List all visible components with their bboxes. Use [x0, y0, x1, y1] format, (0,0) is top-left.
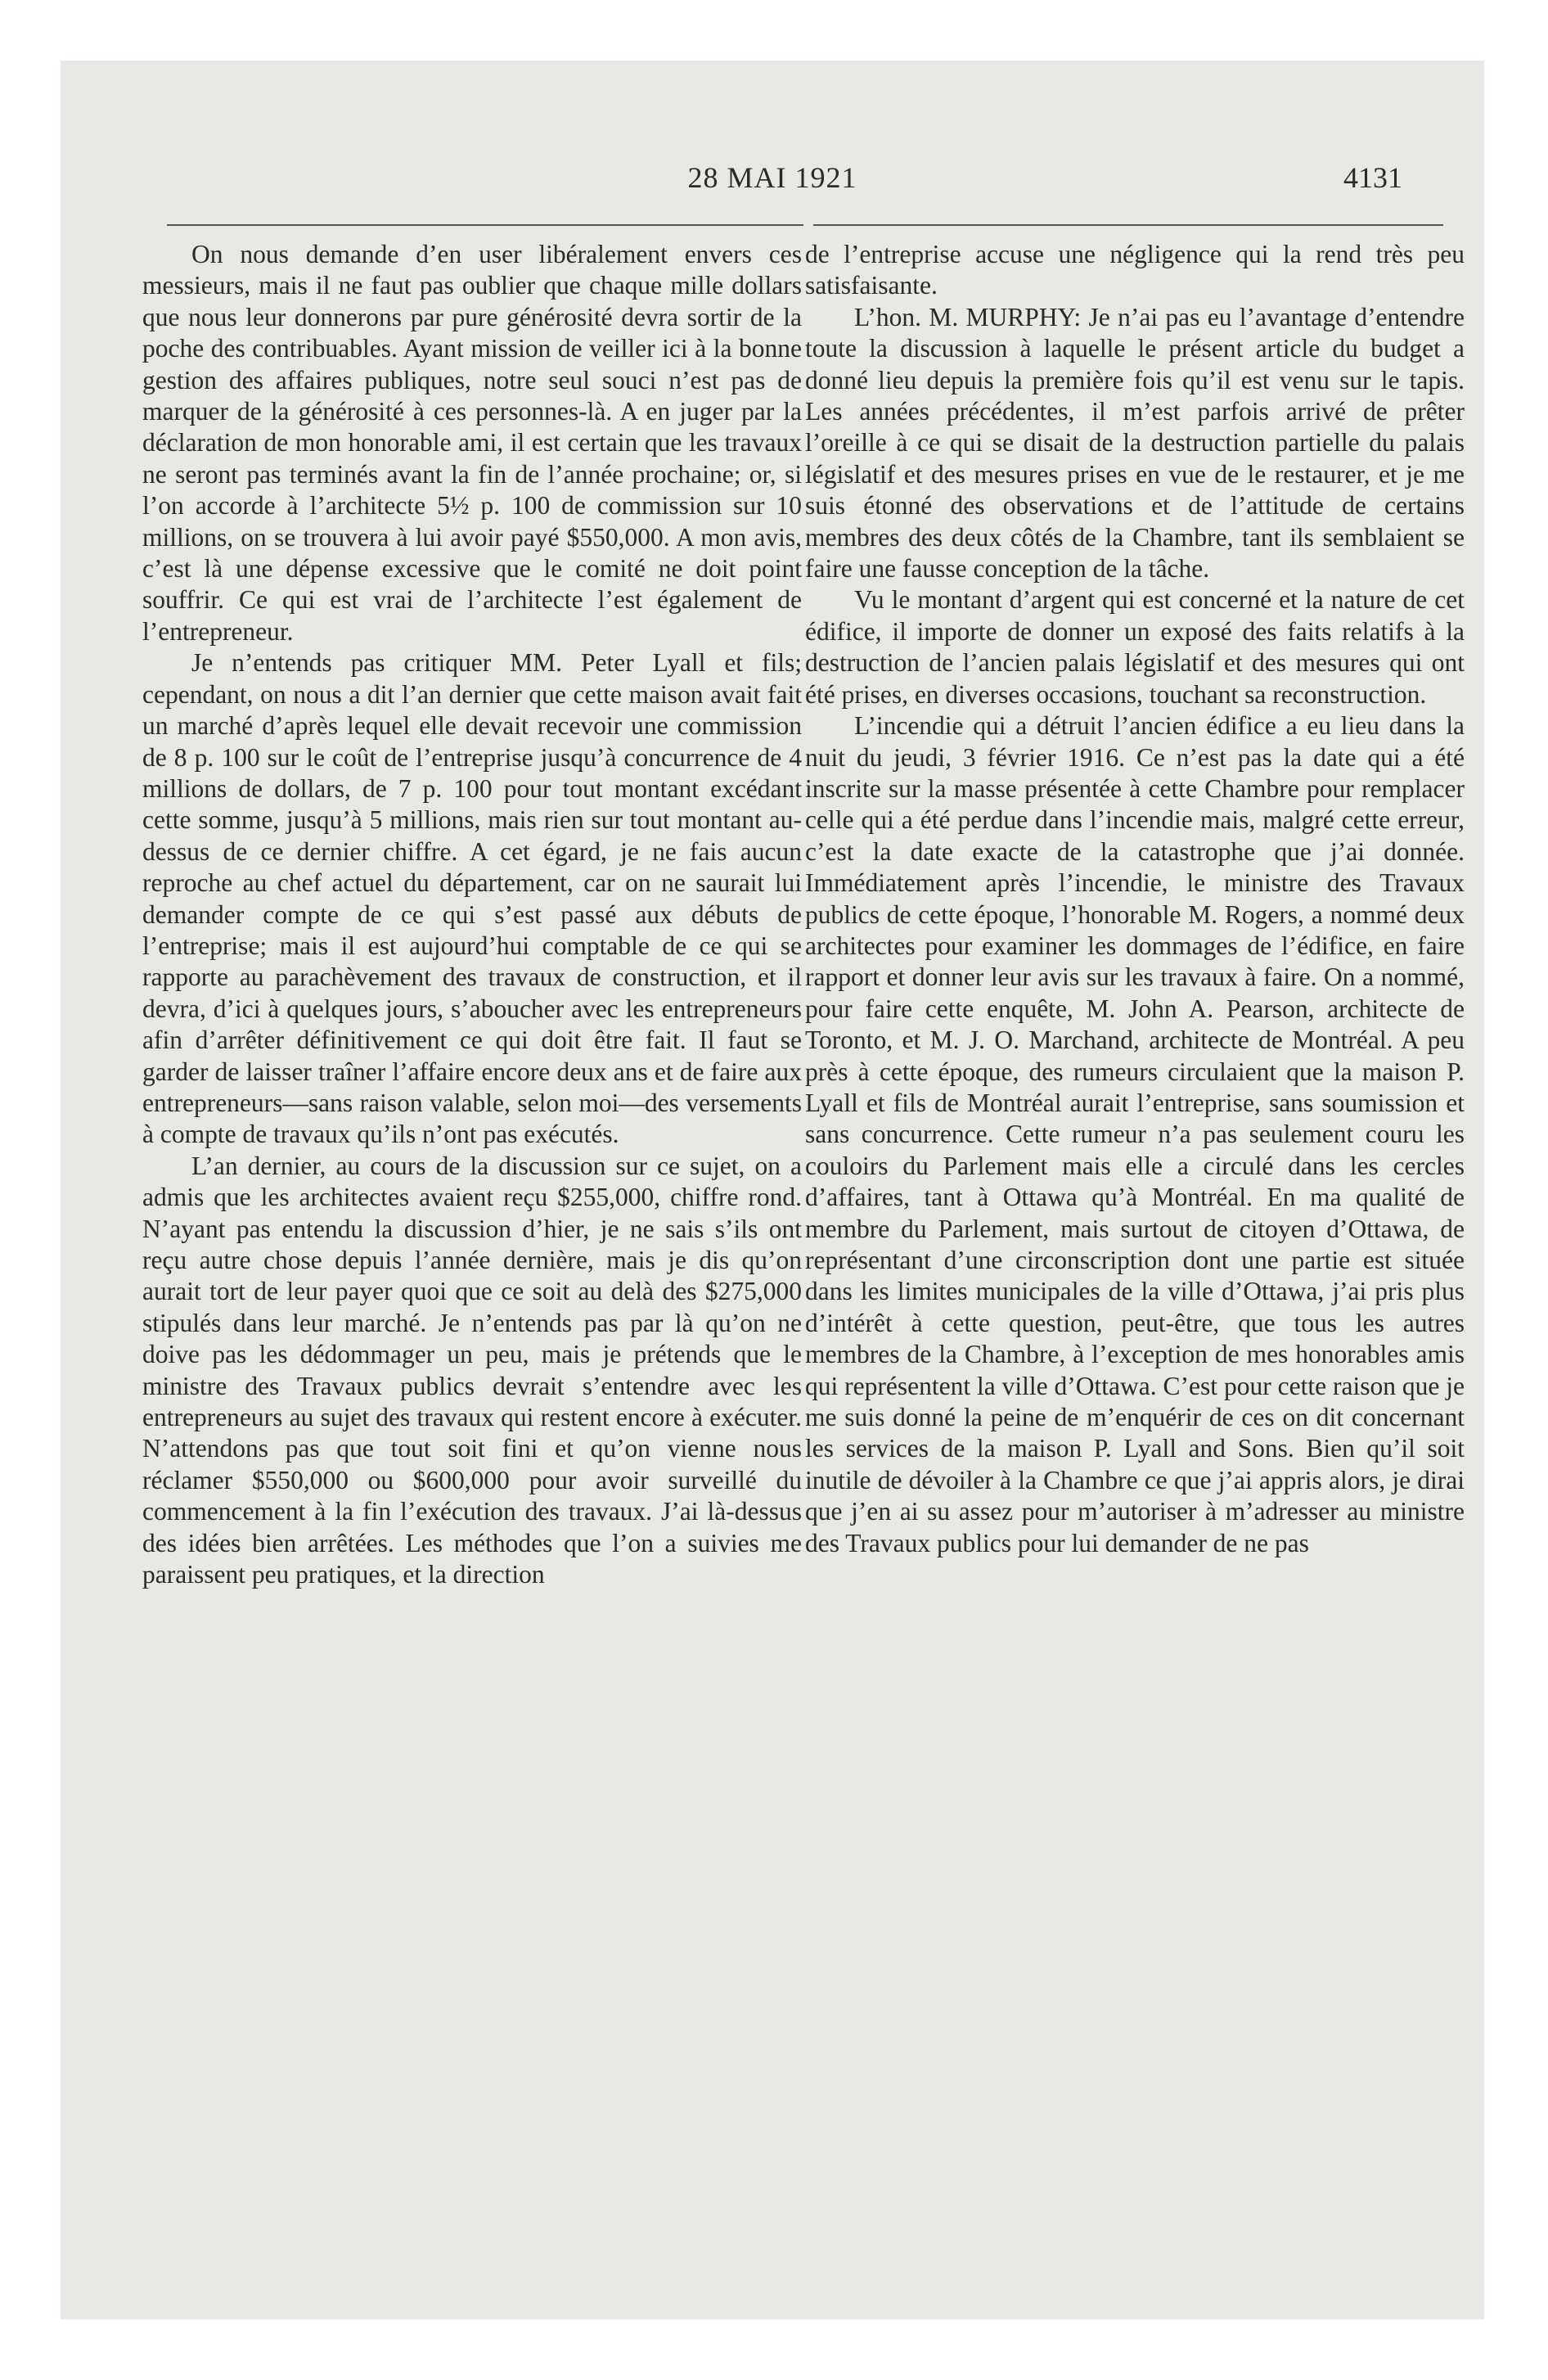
- paragraph: L’an dernier, au cours de la discussion sur ce sujet, on a admis que les architectes avaient reçu $255,000, chiffre rond. N’ayant pas entendu la discussion d’hier, je ne sais s’ils ont reçu autre chose depuis l’année dernière, mais je dis qu’on aurait tort de leur payer quoi que ce soit au delà des $275,000 stipulés dans leur marché. Je n’entends pas par là qu’on ne doive pas les dédommager un peu, mais je prétends que le ministre des Travaux publics devrait s’entendre avec les entrepreneurs au sujet des travaux qui restent encore à exécuter. N’attendons pas que tout soit fini et qu’on vienne nous réclamer $550,000 ou $600,000 pour avoir surveillé du commencement à la fin l’exécution des travaux. J’ai là-dessus des idées bien arrêtées. Les méthodes que l’on a suivies me paraissent peu pratiques, et la direction: [142, 1151, 802, 1589]
- page-number: 4131: [1343, 161, 1402, 194]
- right-column: [805, 239, 1465, 1559]
- speech-paragraph: [805, 302, 1465, 585]
- page-date: 28 MAI 1921: [687, 161, 857, 194]
- page-header: [61, 160, 1484, 210]
- left-column: [142, 239, 802, 1590]
- speaker-name: L’hon. M. MURPHY:: [854, 302, 1082, 331]
- paragraph: Je n’entends pas critiquer MM. Peter Lyall et fils; cependant, on nous a dit l’an dernier que cette maison avait fait un marché d’après lequel elle devait recevoir une commission de 8 p. 100 sur le coût de l’entreprise jusqu’à concurrence de 4 millions de dollars, de 7 p. 100 pour tout montant excédant cette somme, jusqu’à 5 millions, mais rien sur tout montant au-dessus de ce dernier chiffre. A cet égard, je ne fais aucun reproche au chef actuel du département, car on ne saurait lui demander compte de ce qui s’est passé aux débuts de l’entreprise; mais il est aujourd’hui comptable de ce qui se rapporte au parachèvement des travaux de construction, et il devra, d’ici à quelques jours, s’aboucher avec les entrepreneurs afin d’arrêter définitivement ce qui doit être fait. Il faut se garder de laisser traîner l’affaire encore deux ans et de faire aux entrepreneurs—sans raison valable, selon moi—des versements à compte de travaux qu’ils n’ont pas exécutés.: [142, 648, 802, 1149]
- speech-text: Je n’ai pas eu l’avantage d’entendre toute la discussion à laquelle le présent article du budget a donné lieu depuis la première fois qu’il est venu sur le tapis. Les années précédentes, il m’est parfois arrivé de prêter l’oreille à ce qui se disait de la destruction partielle du palais législatif et des mesures prises en vue de le restaurer, et je me suis étonné des observations et de l’attitude de certains membres des deux côtés de la Chambre, tant ils semblaient se faire une fausse conception de la tâche.: [805, 302, 1465, 584]
- paragraph-continuation: de l’entreprise accuse une négligence qui la rend très peu satisfaisante.: [805, 240, 1465, 300]
- header-rule-right: [813, 224, 1443, 226]
- header-rule-left: [167, 224, 803, 226]
- paragraph: Vu le montant d’argent qui est concerné et la nature de cet édifice, il importe de donner un exposé des faits relatifs à la destruction de l’ancien palais législatif et des mesures qui ont été prises, en diverses occasions, touchant sa reconstruction.: [805, 585, 1465, 709]
- paragraph: On nous demande d’en user libéralement envers ces messieurs, mais il ne faut pas oublier que chaque mille dollars que nous leur donnerons par pure générosité devra sortir de la poche des contribuables. Ayant mission de veiller ici à la bonne gestion des affaires publiques, notre seul souci n’est pas de marquer de la générosité à ces personnes-là. A en juger par la déclaration de mon honorable ami, il est certain que les travaux ne seront pas terminés avant la fin de l’année prochaine; or, si l’on accorde à l’architecte 5½ p. 100 de commission sur 10 millions, on se trouvera à lui avoir payé $550,000. A mon avis, c’est là une dépense excessive que le comité ne doit point souffrir. Ce qui est vrai de l’architecte l’est également de l’entrepreneur.: [142, 240, 802, 646]
- paragraph: L’incendie qui a détruit l’ancien édifice a eu lieu dans la nuit du jeudi, 3 février 1916. Ce n’est pas la date qui a été inscrite sur la masse présentée à cette Chambre pour remplacer celle qui a été perdue dans l’incendie mais, malgré cette erreur, c’est la date exacte de la catastrophe que j’ai donnée. Immédiatement après l’incendie, le ministre des Travaux publics de cette époque, l’honorable M. Rogers, a nommé deux architectes pour examiner les dommages de l’édifice, en faire rapport et donner leur avis sur les travaux à faire. On a nommé, pour faire cette enquête, M. John A. Pearson, architecte de Toronto, et M. J. O. Marchand, architecte de Montréal. A peu près à cette époque, des rumeurs circulaient que la maison P. Lyall et fils de Montréal aurait l’entreprise, sans soumission et sans concurrence. Cette rumeur n’a pas seulement couru les couloirs du Parlement mais elle a circulé dans les cercles d’affaires, tant à Ottawa qu’à Montréal. En ma qualité de membre du Parlement, mais surtout de citoyen d’Ottawa, de représentant d’une circonscription dont une partie est située dans les limites municipales de la ville d’Ottawa, j’ai pris plus d’intérêt à cette question, peut-être, que tous les autres membres de la Chambre, à l’exception de mes honorables amis qui représentent la ville d’Ottawa. C’est pour cette raison que je me suis donné la peine de m’enquérir de ces on dit concernant les services de la maison P. Lyall and Sons. Bien qu’il soit inutile de dévoiler à la Chambre ce que j’ai appris alors, je dirai que j’en ai su assez pour m’autoriser à m’adresser au ministre des Travaux publics pour lui demander de ne pas: [805, 711, 1465, 1557]
- scanned-page: [61, 61, 1484, 2319]
